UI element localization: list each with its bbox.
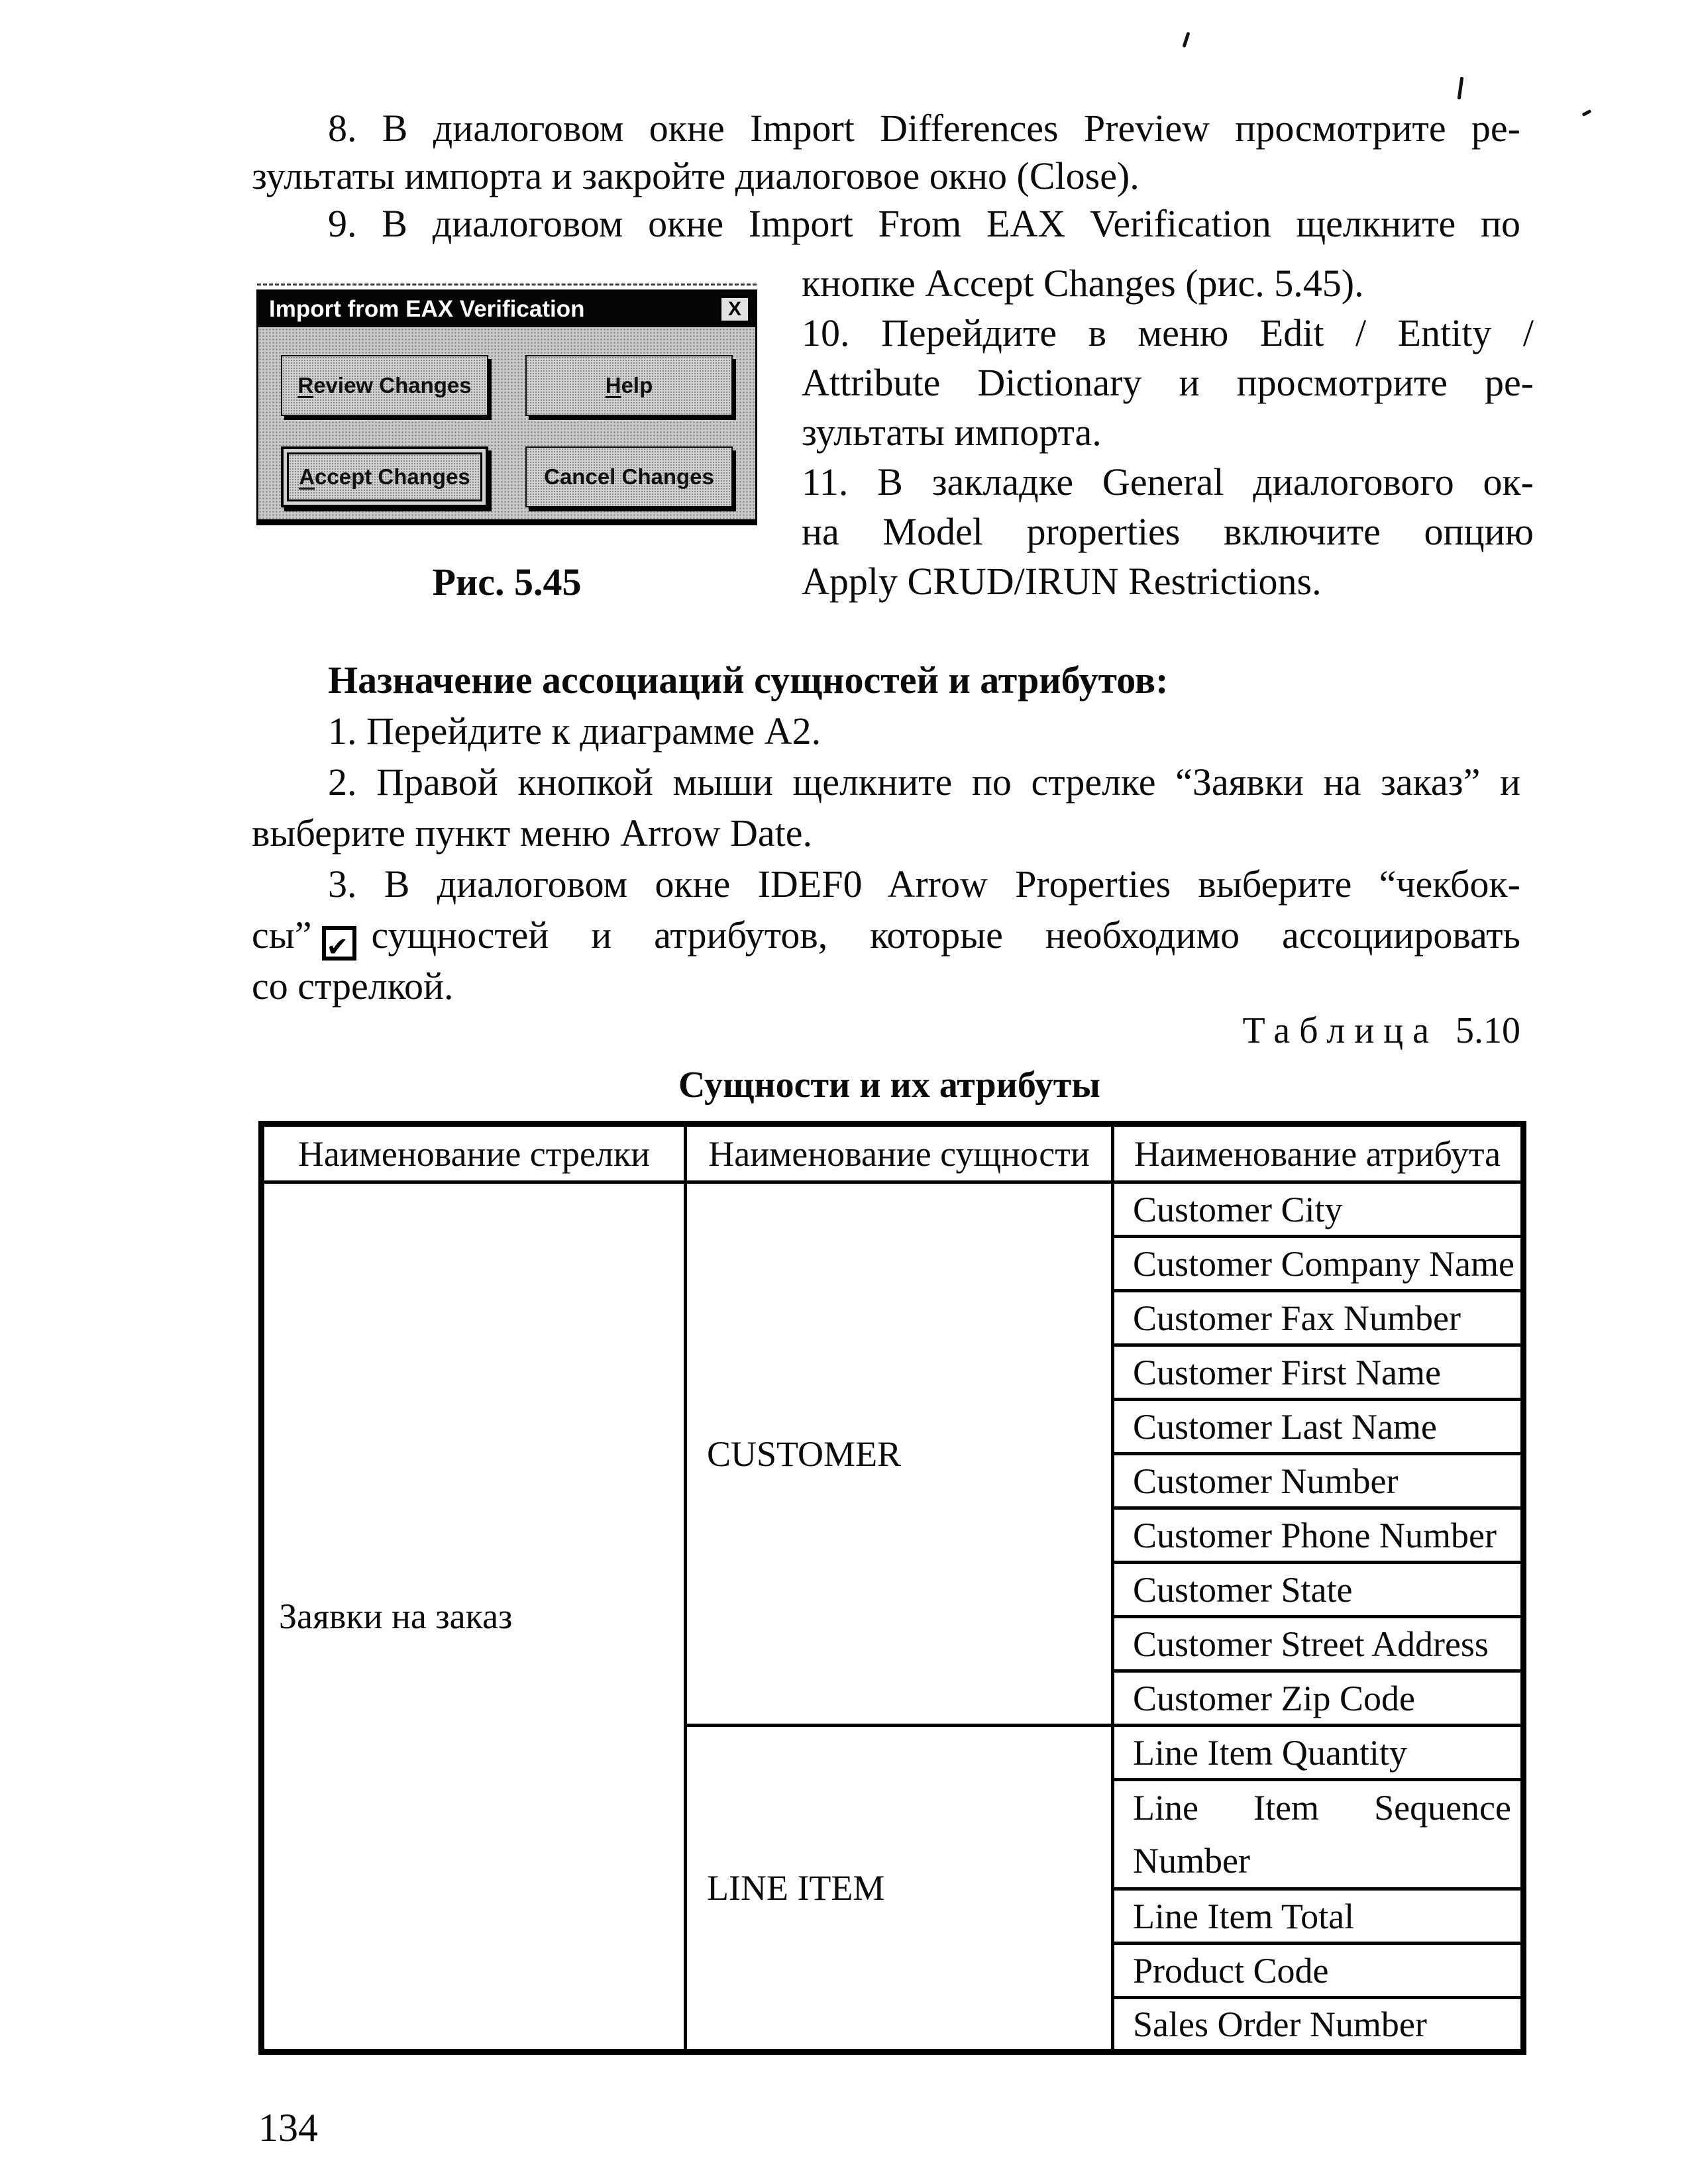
accel-letter: H (605, 373, 621, 397)
step-3-line-2 (252, 910, 1520, 961)
attribute-cell: Customer City (1113, 1182, 1524, 1237)
dialog-title: Import from EAX Verification (269, 296, 585, 322)
figure-caption: Рис. 5.45 (432, 560, 582, 603)
step-8-line-1: 8. В диалоговом окне Import Differences Preview просмотрите ре- (328, 107, 1520, 150)
step-11-line-3: Apply CRUD/IRUN Restrictions. (802, 560, 1322, 603)
paragraph-steps-8-9 (252, 105, 1520, 248)
entity-name-cell: CUSTOMER (686, 1182, 1113, 1726)
section-heading: Назначение ассоциаций сущностей и атрибутов: (328, 658, 1169, 702)
step-2-line-2: выберите пункт меню Arrow Date. (252, 811, 813, 855)
cancel-changes-button (525, 446, 733, 507)
attribute-cell: Customer Number (1113, 1454, 1524, 1508)
scan-speck (1582, 109, 1592, 117)
checkbox-checked-icon (322, 926, 356, 961)
paragraph-steps-10-11 (802, 258, 1534, 606)
table-row (262, 1182, 1524, 1237)
attribute-cell: Line Item Total (1113, 1889, 1524, 1944)
review-changes-button (281, 355, 488, 416)
help-button (525, 355, 733, 416)
step-9-line-2: кнопке Accept Changes (рис. 5.45). (802, 262, 1364, 305)
import-from-eax-verification-dialog (256, 289, 757, 525)
close-icon: X (719, 296, 750, 323)
step-1-line-1: 1. Перейдите к диаграмме А2. (328, 709, 822, 753)
attribute-cell: Customer State (1113, 1563, 1524, 1617)
dialog-button-area (258, 327, 755, 507)
attribute-cell: Line Item Sequence Number (1113, 1780, 1524, 1889)
arrow-name-cell: Заявки на заказ (262, 1182, 686, 2052)
accel-letter: R (297, 373, 314, 397)
check-mark: ✔ (326, 932, 348, 962)
attribute-cell: Customer Last Name (1113, 1400, 1524, 1454)
column-header-arrow: Наименование стрелки (262, 1124, 686, 1182)
button-label: Cancel Changes (544, 464, 714, 489)
step-3-line-2-prefix: сы” (252, 913, 312, 957)
table-header-row (262, 1124, 1524, 1182)
step-10-line-1: 10. Перейдите в меню Edit / Entity / (802, 311, 1534, 354)
attribute-cell: Sales Order Number (1113, 1998, 1524, 2052)
attribute-cell: Customer Street Address (1113, 1617, 1524, 1671)
button-label: eview Changes (313, 373, 472, 397)
table-label-number: 5.10 (1456, 1010, 1520, 1051)
entities-table (258, 1121, 1526, 2055)
column-header-attribute: Наименование атрибута (1113, 1124, 1524, 1182)
table-title: Сущности и их атрибуты (678, 1065, 1100, 1106)
step-11-line-1: 11. В закладке General диалогового ок- (802, 460, 1534, 503)
column-header-entity: Наименование сущности (686, 1124, 1113, 1182)
button-label: ccept Changes (315, 464, 470, 489)
step-8-line-2: зультаты импорта и закройте диалоговое окно (Close). (252, 154, 1140, 197)
step-3-line-3: со стрелкой. (252, 964, 454, 1008)
dialog-title-bar (258, 291, 755, 327)
attribute-cell: Product Code (1113, 1944, 1524, 1998)
attribute-cell: Customer Fax Number (1113, 1291, 1524, 1345)
step-2-line-1: 2. Правой кнопкой мыши щелкните по стрелке “Заявки на заказ” и (328, 760, 1520, 804)
attribute-cell: Line Item Quantity (1113, 1726, 1524, 1780)
accept-changes-button (281, 446, 488, 507)
accel-letter: A (299, 464, 315, 489)
button-label: elp (621, 373, 653, 397)
attribute-cell: Customer First Name (1113, 1345, 1524, 1400)
step-10-line-2: Attribute Dictionary и просмотрите ре- (802, 361, 1534, 404)
step-10-line-3: зультаты импорта. (802, 411, 1102, 454)
step-11-line-2: на Model properties включите опцию (802, 510, 1534, 553)
step-3-line-1: 3. В диалоговом окне IDEF0 Arrow Properties выберите “чекбок- (328, 862, 1520, 906)
attribute-cell: Customer Phone Number (1113, 1508, 1524, 1563)
scan-speck (1458, 77, 1464, 99)
entities-table-body (262, 1182, 1524, 2052)
attribute-cell: Customer Company Name (1113, 1237, 1524, 1291)
attribute-cell: Customer Zip Code (1113, 1671, 1524, 1726)
scan-speck (1182, 32, 1190, 48)
step-9-line-1: 9. В диалоговом окне Import From EAX Verification щелкните по (328, 202, 1520, 245)
section-associations (252, 654, 1520, 1012)
figure-5-45 (256, 289, 757, 604)
entity-name-cell: LINE ITEM (686, 1726, 1113, 2052)
table-number-label (1242, 1010, 1520, 1052)
page-number: 134 (258, 2106, 318, 2150)
table-label-word: Таблица (1242, 1010, 1438, 1051)
step-3-line-2-rest: сущностей и атрибутов, которые необходимо ассоциировать (371, 913, 1520, 957)
